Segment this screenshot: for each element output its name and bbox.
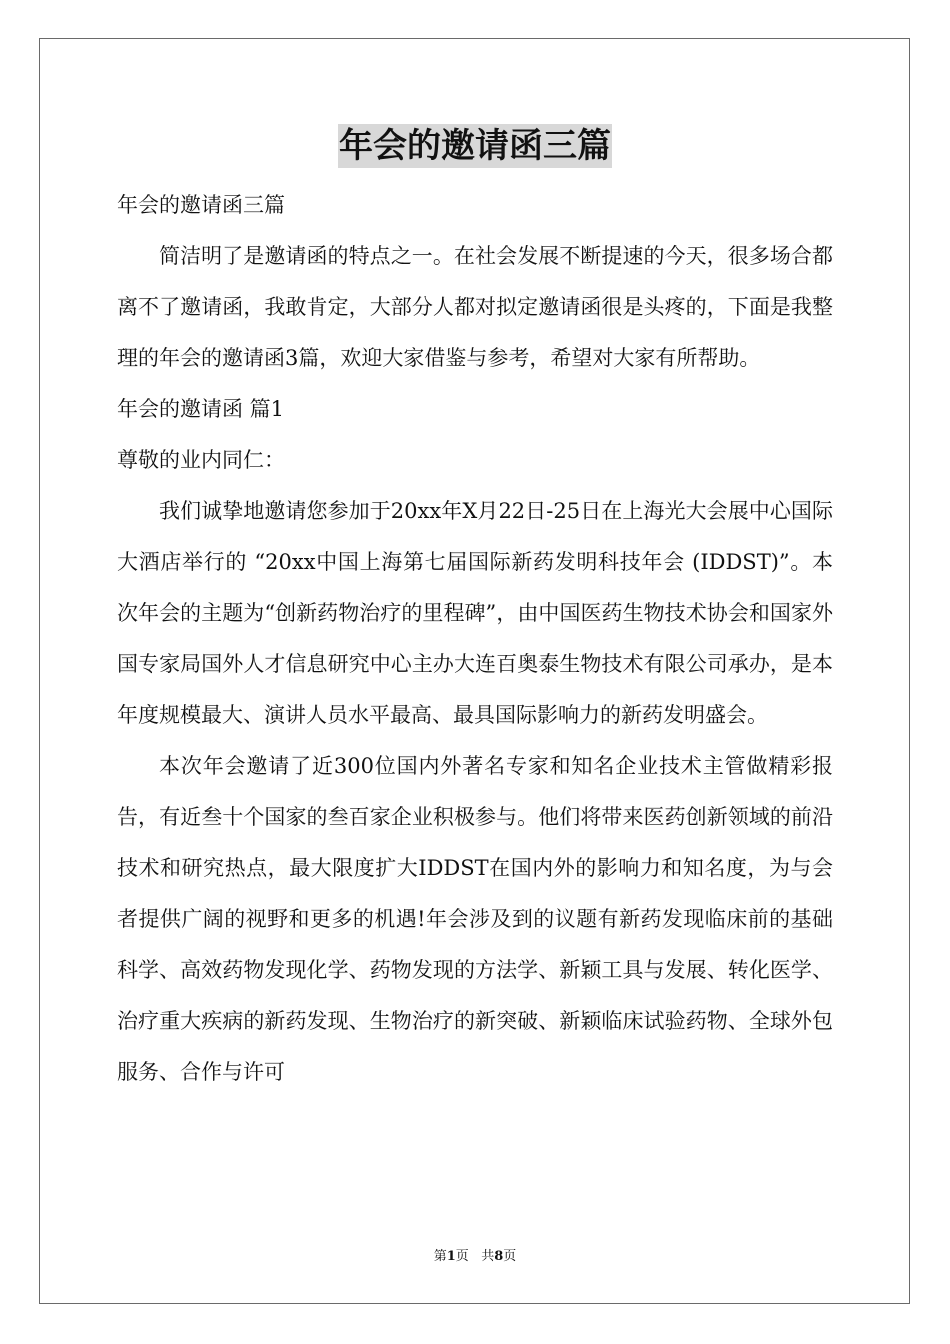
footer-prefix: 第 xyxy=(433,1249,447,1264)
intro-paragraph: 简洁明了是邀请函的特点之一。在社会发展不断提速的今天，很多场合都离不了邀请函，我敢肯定，大部分人都对拟定邀请函很是头疼的，下面是我整理的年会的邀请函3篇，欢迎大家借鉴与参考，希望对大家有所帮助。 xyxy=(117,244,833,370)
footer-total-prefix: 共 xyxy=(481,1249,495,1264)
document-subheading: 年会的邀请函三篇 xyxy=(117,193,285,217)
body-paragraph-2: 本次年会邀请了近300位国内外著名专家和知名企业技术主管做精彩报告，有近叁十个国家的叁百家企业积极参与。他们将带来医药创新领域的前沿技术和研究热点，最大限度扩大IDDST在国内外的影响力和知名度，为与会者提供广阔的视野和更多的机遇!年会涉及到的议题有新药发现临床前的基础科学、高效药物发现化学、药物发现的方法学、新颖工具与发展、转化医学、治疗重大疾病的新药发现、生物治疗的新突破、新颖临床试验药物、全球外包服务、合作与许可 xyxy=(117,754,833,1084)
total-pages: 8 xyxy=(494,1249,504,1264)
page-footer xyxy=(0,1248,950,1266)
footer-page-suffix: 页 xyxy=(455,1249,469,1264)
page-number: 1 xyxy=(446,1249,456,1264)
footer-total-suffix: 页 xyxy=(503,1249,517,1264)
title-block xyxy=(0,124,950,168)
salutation: 尊敬的业内同仁： xyxy=(117,448,285,472)
section-title: 年会的邀请函 篇1 xyxy=(117,397,285,421)
document-body xyxy=(117,180,833,1098)
document-title: 年会的邀请函三篇 xyxy=(339,126,611,166)
body-paragraph-1: 我们诚挚地邀请您参加于20xx年X月22日-25日在上海光大会展中心国际大酒店举行的 “20xx中国上海第七届国际新药发明科技年会 (IDDST)”。本次年会的主题为“创新药物治疗的里程碑”，由中国医药生物技术协会和国家外国专家局国外人才信息研究中心主办大连百奥泰生物技术有限公司承办，是本年度规模最大、演讲人员水平最高、最具国际影响力的新药发明盛会。 xyxy=(117,499,833,727)
